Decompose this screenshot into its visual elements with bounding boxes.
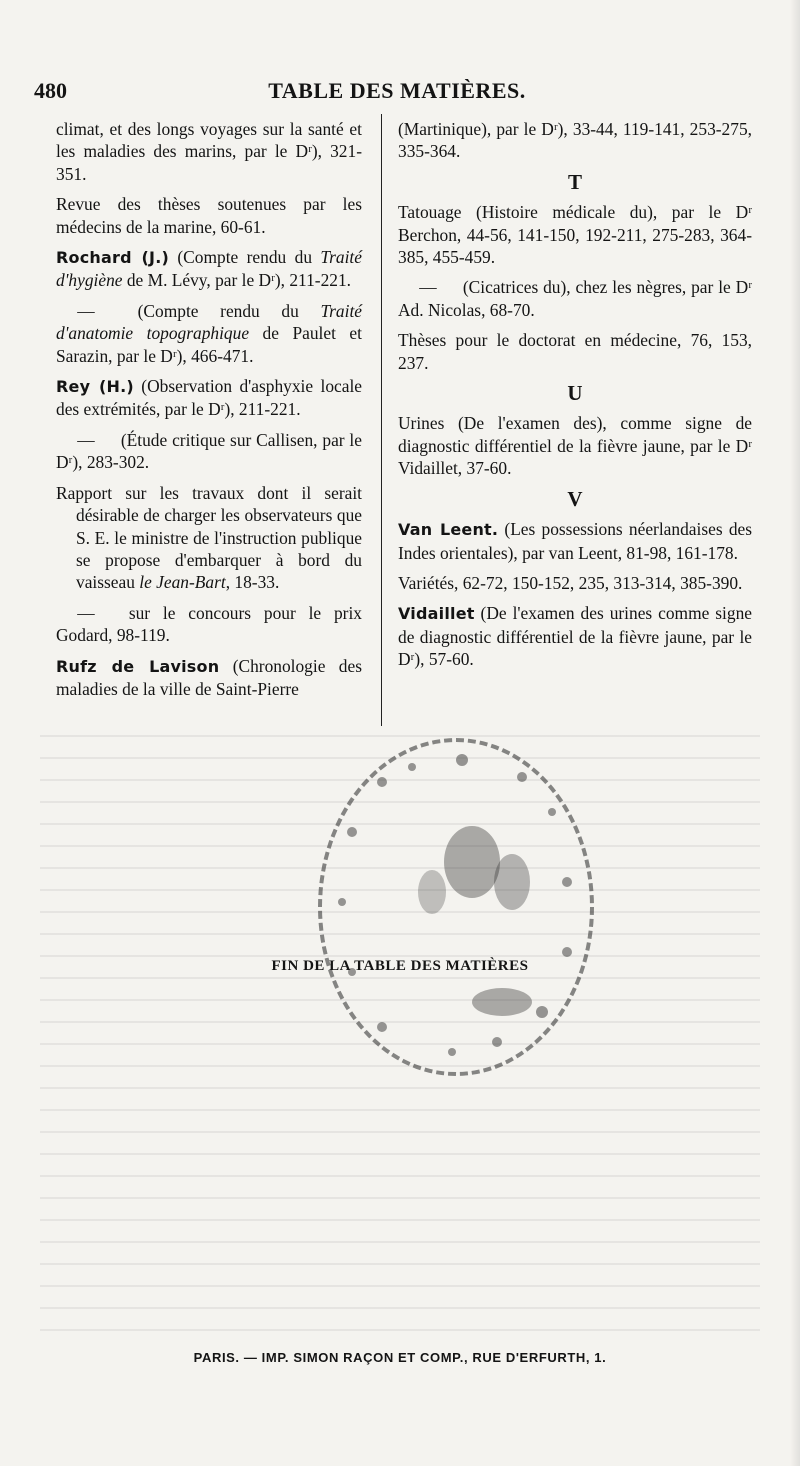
index-entry: [56, 602, 362, 647]
ditto-dash: —: [77, 429, 95, 450]
entry-text: (Compte rendu du: [169, 247, 321, 268]
section-letter: U: [567, 381, 583, 406]
entry-text-continued: , 18-33.: [225, 572, 280, 593]
ditto-dash: —: [77, 300, 95, 321]
entry-text: (Étude critique sur Callisen, par le Dʳ), 283-302.: [56, 429, 362, 473]
page-title: TABLE DES MATIÈRES.: [268, 78, 526, 103]
stamp-texture: [322, 742, 590, 1072]
entry-text-continued: de Paulet et Sarazin, par le Dʳ), 466-471.: [56, 323, 362, 366]
page-number: 480: [34, 78, 67, 103]
entry-text: climat, et des longs voyages sur la santé et les maladies des marins, par le Dʳ), 321-351.: [56, 119, 362, 184]
entry-text: (Martinique), par le Dʳ), 33-44, 119-141, 253-275, 335-364.: [398, 119, 752, 162]
index-entry: [56, 429, 362, 474]
entry-text: Urines (De l'examen des), comme signe de diagnostic différentiel de la fièvre jaune, par le Dʳ Vidaillet, 37-60.: [398, 413, 752, 479]
entry-text: Thèses pour le doctorat en médecine, 76, 153, 237.: [398, 330, 752, 373]
printer-imprint: PARIS. — IMP. SIMON RAÇON ET COMP., RUE D'ERFURTH, 1.: [193, 1350, 607, 1365]
section-letter: T: [567, 169, 582, 194]
left-column: [56, 118, 362, 708]
index-entry: [398, 276, 752, 321]
entry-text: (Les possessions néerlandaises des Indes orientales), par van Leent, 81-98, 161-178.: [398, 519, 752, 563]
index-entry: [56, 655, 362, 701]
entry-author: Vidaillet: [398, 604, 475, 624]
end-of-table-caption: FIN DE LA TABLE DES MATIÈRES: [271, 958, 529, 974]
entry-title-italic: Traité d'hygiène: [56, 247, 362, 291]
entry-author: Rey (H.): [56, 377, 134, 397]
section-letter: V: [567, 486, 583, 511]
index-entry: [56, 193, 362, 238]
column-divider: [381, 114, 382, 726]
index-entry: [56, 118, 362, 185]
index-entry: [398, 602, 752, 670]
index-entry: [398, 572, 752, 594]
index-entry: [56, 375, 362, 421]
index-entry: [398, 412, 752, 479]
page-header: [34, 78, 760, 108]
entry-author: Van Leent.: [398, 520, 499, 540]
entry-text: (Compte rendu du: [116, 300, 321, 321]
library-stamp: [318, 738, 594, 1076]
entry-text: Variétés, 62-72, 150-152, 235, 313-314, 385-390.: [398, 572, 743, 593]
entry-text: Rapport sur les travaux dont il serait désirable de charger les observateurs que S. E. le ministre de l'instruction publique se propose d'embarquer à bord du vaisseau: [56, 482, 362, 593]
entry-text: Revue des thèses soutenues par les médecins de la marine, 60-61.: [56, 194, 362, 237]
index-entry: [398, 329, 752, 374]
right-column: [398, 118, 752, 679]
entry-author: Rochard (J.): [56, 248, 169, 268]
page-edge-shadow: [790, 0, 800, 1466]
ditto-dash: —: [77, 602, 95, 623]
index-entry: [398, 201, 752, 268]
entry-text: (Chronologie des maladies de la ville de Saint-Pierre: [56, 655, 362, 699]
index-entry: [56, 300, 362, 367]
entry-title-italic: Traité d'anatomie topographique: [56, 300, 362, 344]
index-entry: [398, 518, 752, 564]
index-entry: [56, 246, 362, 292]
entry-text: sur le concours pour le prix Godard, 98-119.: [56, 602, 362, 646]
index-entry: [398, 118, 752, 163]
index-entry: [56, 482, 362, 594]
entry-author: Rufz de Lavison: [56, 656, 220, 676]
entry-text-continued: de M. Lévy, par le Dʳ), 211-221.: [122, 270, 352, 291]
entry-text: Tatouage (Histoire médicale du), par le Dʳ Berchon, 44-56, 141-150, 192-211, 275-283, 364-385, 455-459.: [398, 202, 752, 268]
entry-text: (Cicatrices du), chez les nègres, par le Dʳ Ad. Nicolas, 68-70.: [398, 277, 752, 320]
entry-title-italic: le Jean-Bart: [139, 572, 226, 593]
ditto-dash: —: [419, 277, 437, 298]
entry-text: (De l'examen des urines comme signe de diagnostic différentiel de la fièvre jaune, par le Dʳ), 57-60.: [398, 603, 752, 670]
entry-text: (Observation d'asphyxie locale des extrémités, par le Dʳ), 211-221.: [56, 376, 362, 420]
